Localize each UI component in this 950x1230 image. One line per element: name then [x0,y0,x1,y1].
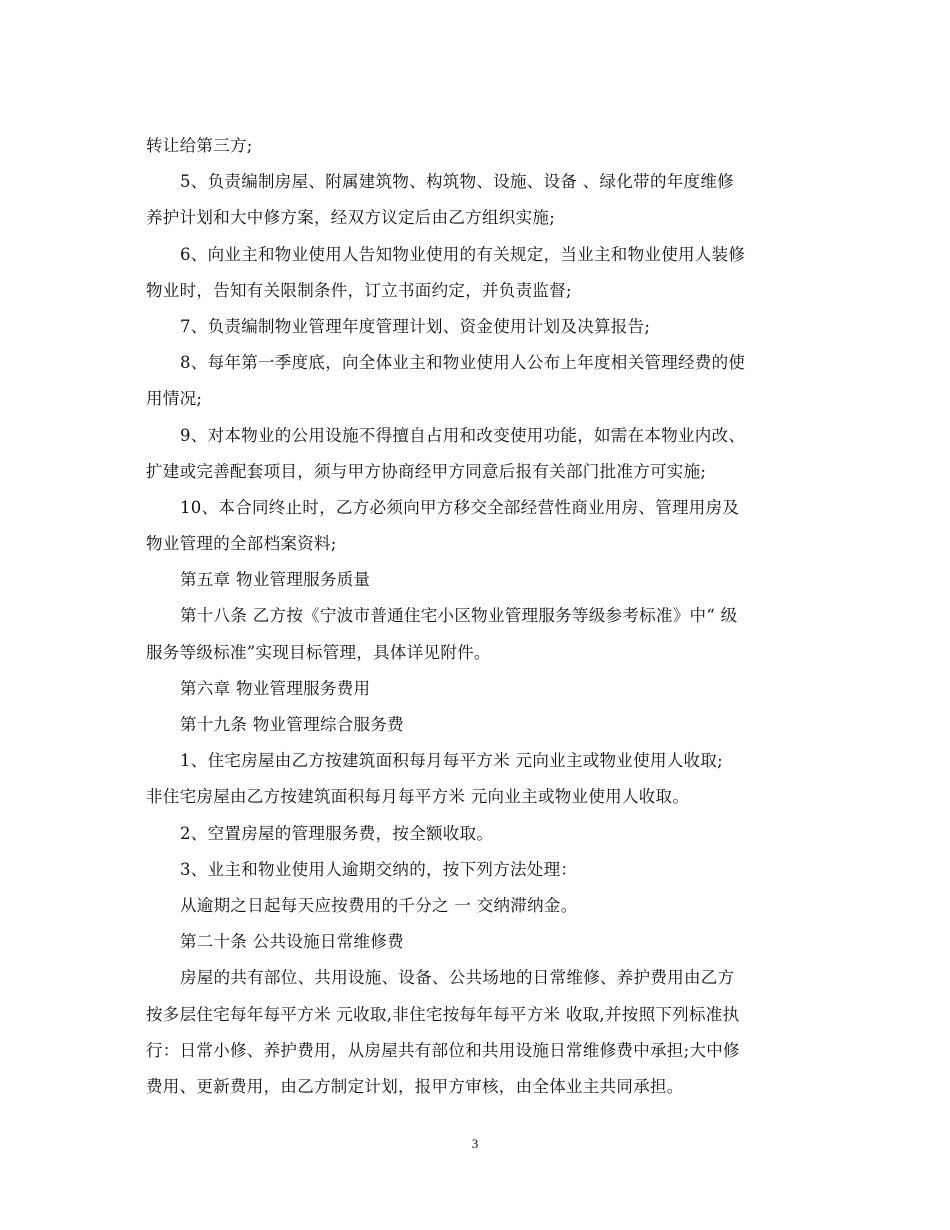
text-line: 非住宅房屋由乙方按建筑面积每月每平方米 元向业主或物业使用人收取。 [146,787,690,807]
text-line: 第十九条 物业管理综合服务费 [180,715,404,734]
text-line: 5、负责编制房屋、附属建筑物、构筑物、设施、设备 、绿化带的年度维修 [180,172,734,192]
text-line: 3、业主和物业使用人逾期交纳的，按下列方法处理： [180,859,578,879]
text-line: 7、负责编制物业管理年度管理计划、资金使用计划及决算报告; [180,316,651,336]
text-line: 物业时，告知有关限制条件，订立书面约定，并负责监督; [146,280,572,300]
document-body [146,128,810,1105]
text-line: 1、住宅房屋由乙方按建筑面积每月每平方米 元向业主或物业使用人收取; [180,751,724,771]
text-line: 第五章 物业管理服务质量 [180,570,371,590]
text-line: 第二十条 公共设施日常维修费 [180,932,404,952]
text-line: 行：日常小修、养护费用，从房屋共有部位和共用设施日常维修费中承担;大中修 [146,1040,740,1060]
text-line: 第六章 物业管理服务费用 [180,678,371,698]
page-number: 3 [471,1136,479,1151]
text-line: 转让给第三方; [146,136,253,155]
text-line: 费用、更新费用，由乙方制定计划，报甲方审核，由全体业主共同承担。 [146,1076,684,1096]
text-line: 房屋的共有部位、共用设施、设备、公共场地的日常维修、养护费用由乙方 [180,968,735,988]
text-line: 2、空置房屋的管理服务费，按全额收取。 [180,823,494,843]
text-line: 9、对本物业的公用设施不得擅自占用和改变使用功能，如需在本物业内改、 [180,425,746,445]
text-line: 扩建或完善配套项目，须与甲方协商经甲方同意后报有关部门批准方可实施; [146,461,707,481]
text-line: 养护计划和大中修方案，经双方议定后由乙方组织实施; [146,208,556,228]
text-line: 物业管理的全部档案资料; [146,534,337,554]
text-line: 10、本合同终止时，乙方必须向甲方移交全部经营性商业用房、管理用房及 [180,497,740,517]
text-line: 6、向业主和物业使用人告知物业使用的有关规定，当业主和物业使用人装修 [180,244,746,264]
text-line: 服务等级标准”实现目标管理，具体详见附件。 [146,642,491,662]
text-line: 第十八条 乙方按《宁波市普通住宅小区物业管理服务等级参考标准》中“ 级 [180,606,738,626]
text-line: 8、每年第一季度底，向全体业主和物业使用人公布上年度相关管理经费的使 [180,353,746,373]
text-line: 按多层住宅每年每平方米 元收取,非住宅按每年每平方米 收取,并按照下列标准执 [146,1004,740,1024]
text-line: 用情况; [146,389,203,409]
text-line: 从逾期之日起每天应按费用的千分之 一 交纳滞纳金。 [180,895,578,915]
